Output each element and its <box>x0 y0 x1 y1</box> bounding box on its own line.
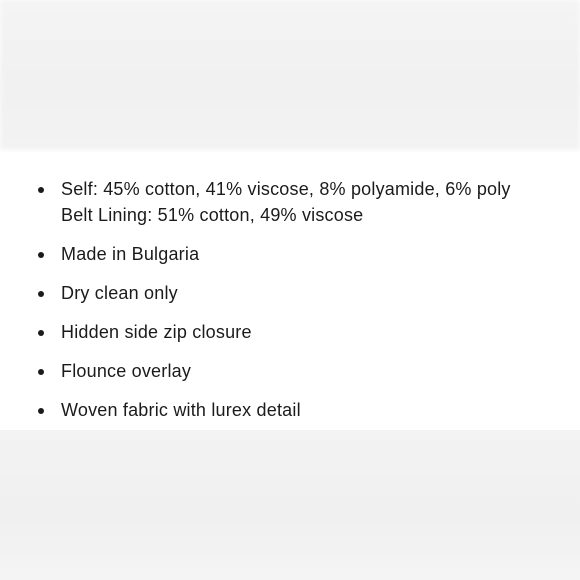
list-item-text: Flounce overlay <box>61 361 192 381</box>
bullet-icon <box>38 369 44 375</box>
bullet-icon <box>38 187 44 193</box>
list-item <box>38 358 568 384</box>
bullet-icon <box>38 330 44 336</box>
product-details-list <box>38 176 568 436</box>
list-item <box>38 397 568 423</box>
list-item-text: Made in Bulgaria <box>61 244 200 264</box>
list-item-text: Dry clean only <box>61 283 178 303</box>
bullet-icon <box>38 291 44 297</box>
list-item-text: Belt Lining: 51% cotton, 49% viscose <box>61 205 364 225</box>
list-item <box>38 280 568 306</box>
bullet-icon <box>38 252 44 258</box>
bullet-icon <box>38 408 44 414</box>
product-details-panel <box>0 152 580 430</box>
list-item-text: Self: 45% cotton, 41% viscose, 8% polyamide, 6% poly <box>61 179 511 199</box>
list-item <box>38 176 568 228</box>
list-item-text: Hidden side zip closure <box>61 322 252 342</box>
list-item-text: Woven fabric with lurex detail <box>61 400 301 420</box>
blurred-background-bottom <box>0 430 580 580</box>
list-item <box>38 241 568 267</box>
list-item <box>38 319 568 345</box>
blurred-background-top <box>0 0 580 150</box>
